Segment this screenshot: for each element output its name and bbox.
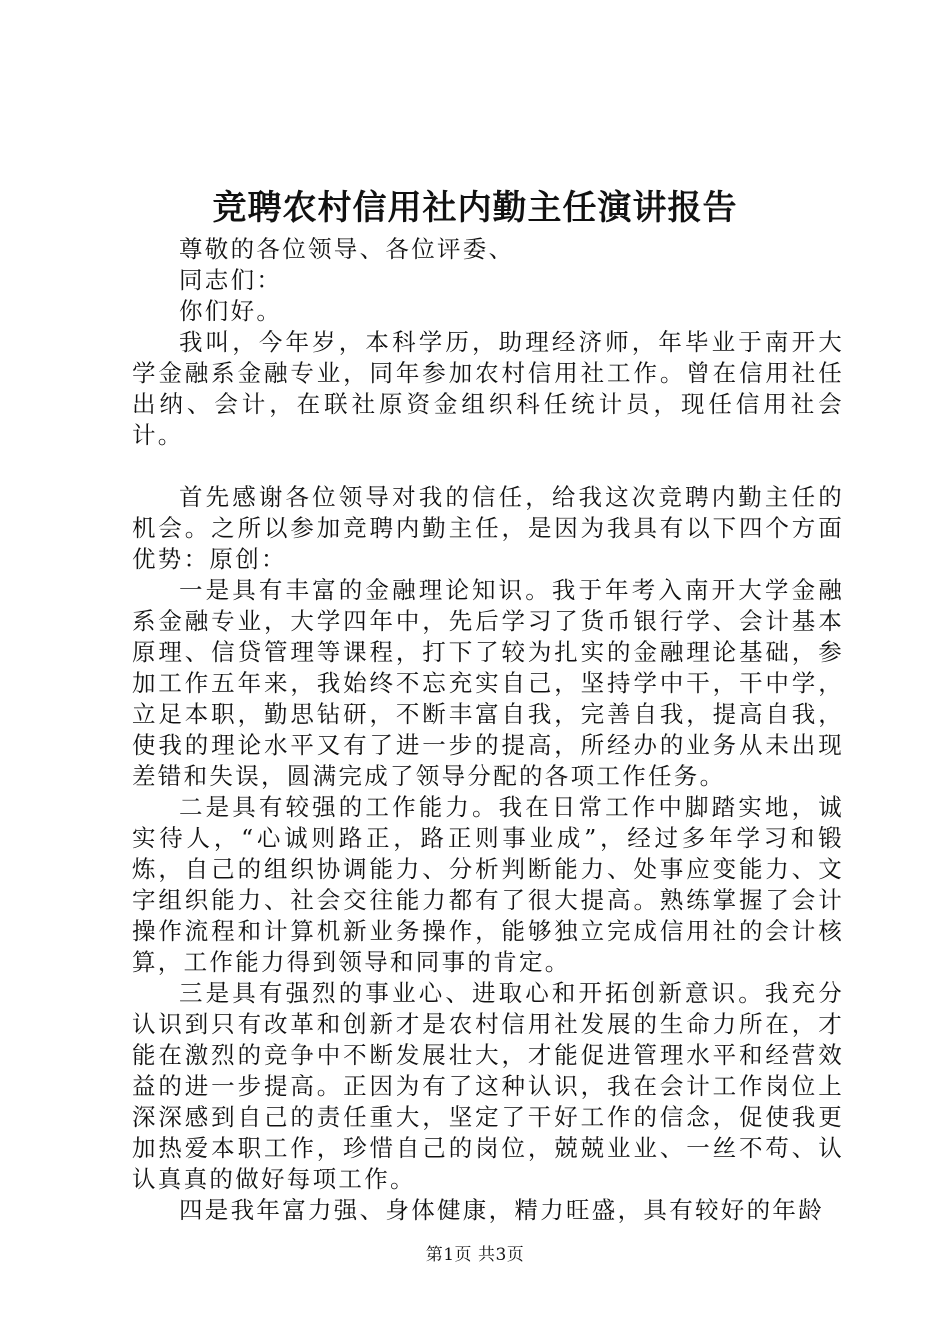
advantage-three-paragraph: 三是具有强烈的事业心、进取心和开拓创新意识。我充分认识到只有改革和创新才是农村信用社发展的生命力所在，才能在激烈的竞争中不断发展壮大，才能促进管理水平和经营效益的进一步提高。正因为有了这种认识，我在会计工作岗位上深深感到自己的责任重大，坚定了干好工作的信念，促使我更加热爱本职工作，珍惜自己的岗位，兢兢业业、一丝不苟、认认真真的做好每项工作。	[132, 979, 844, 1193]
document-body	[132, 234, 844, 1226]
salutation-line: 尊敬的各位领导、各位评委、	[179, 235, 515, 263]
intro-paragraph: 我叫，今年岁，本科学历，助理经济师，年毕业于南开大学金融系金融专业，同年参加农村信用社工作。曾在信用社任出纳、会计，在联社原资金组织科任统计员，现任信用社会计。	[132, 328, 844, 449]
salutation-line: 同志们：	[179, 266, 283, 294]
page-number-footer: 第1页 共3页	[425, 1245, 525, 1265]
advantage-two-paragraph: 二是具有较强的工作能力。我在日常工作中脚踏实地，诚实待人，“心诚则路正，路正则事业成”，经过多年学习和锻炼，自己的组织协调能力、分析判断能力、处事应变能力、文字组织能力、社会交往能力都有了很大提高。熟练掌握了会计操作流程和计算机新业务操作，能够独立完成信用社的会计核算，工作能力得到领导和同事的肯定。	[132, 793, 844, 976]
greeting-line: 你们好。	[179, 297, 283, 325]
advantage-one-paragraph: 一是具有丰富的金融理论知识。我于年考入南开大学金融系金融专业，大学四年中，先后学习了货币银行学、会计基本原理、信贷管理等课程，打下了较为扎实的金融理论基础，参加工作五年来，我始终不忘充实自己，坚持学中干，干中学，立足本职，勤思钻研，不断丰富自我，完善自我，提高自我，使我的理论水平又有了进一步的提高，所经办的业务从未出现差错和失误，圆满完成了领导分配的各项工作任务。	[132, 576, 844, 790]
advantage-four-paragraph: 四是我年富力强、身体健康，精力旺盛，具有较好的年龄	[179, 1196, 824, 1224]
document-title: 竞聘农村信用社内勤主任演讲报告	[212, 188, 738, 228]
thanks-paragraph: 首先感谢各位领导对我的信任，给我这次竞聘内勤主任的机会。之所以参加竞聘内勤主任，是因为我具有以下四个方面优势：原创：	[132, 483, 844, 573]
